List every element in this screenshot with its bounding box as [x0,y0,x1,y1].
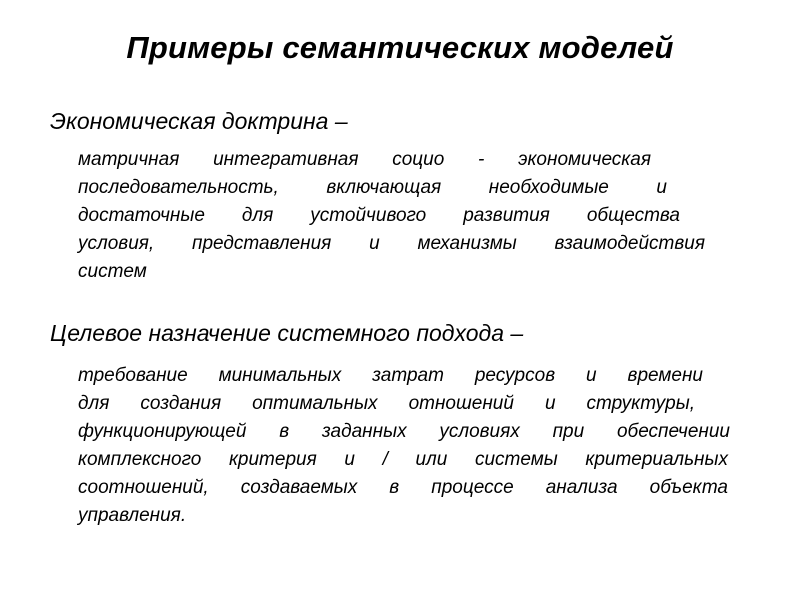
text-line: систем [78,261,147,282]
text-line: комплексного критерия и / или системы критериальных [78,449,728,470]
text-line: последовательность, включающая необходимые и [78,177,667,198]
section-text-economic-doctrine [78,146,728,286]
text-line: функционирующей в заданных условиях при обеспечении [78,421,730,442]
text-line: для создания оптимальных отношений и структуры, [78,393,695,414]
text-line: требование минимальных затрат ресурсов и времени [78,365,703,386]
text-line: матричная интегративная социо - экономическая [78,149,651,170]
text-line: соотношений, создаваемых в процессе анализа объекта [78,477,728,498]
section-heading-economic-doctrine: Экономическая доктрина – [50,108,348,134]
text-line: достаточные для устойчивого развития общества [78,205,680,226]
text-line: условия, представления и механизмы взаимодействия [78,233,705,254]
slide-title: Примеры семантических моделей [126,30,674,65]
section-heading-system-approach: Целевое назначение системного подхода – [50,320,524,346]
text-line: управления. [78,505,187,526]
section-text-system-approach [78,362,728,530]
